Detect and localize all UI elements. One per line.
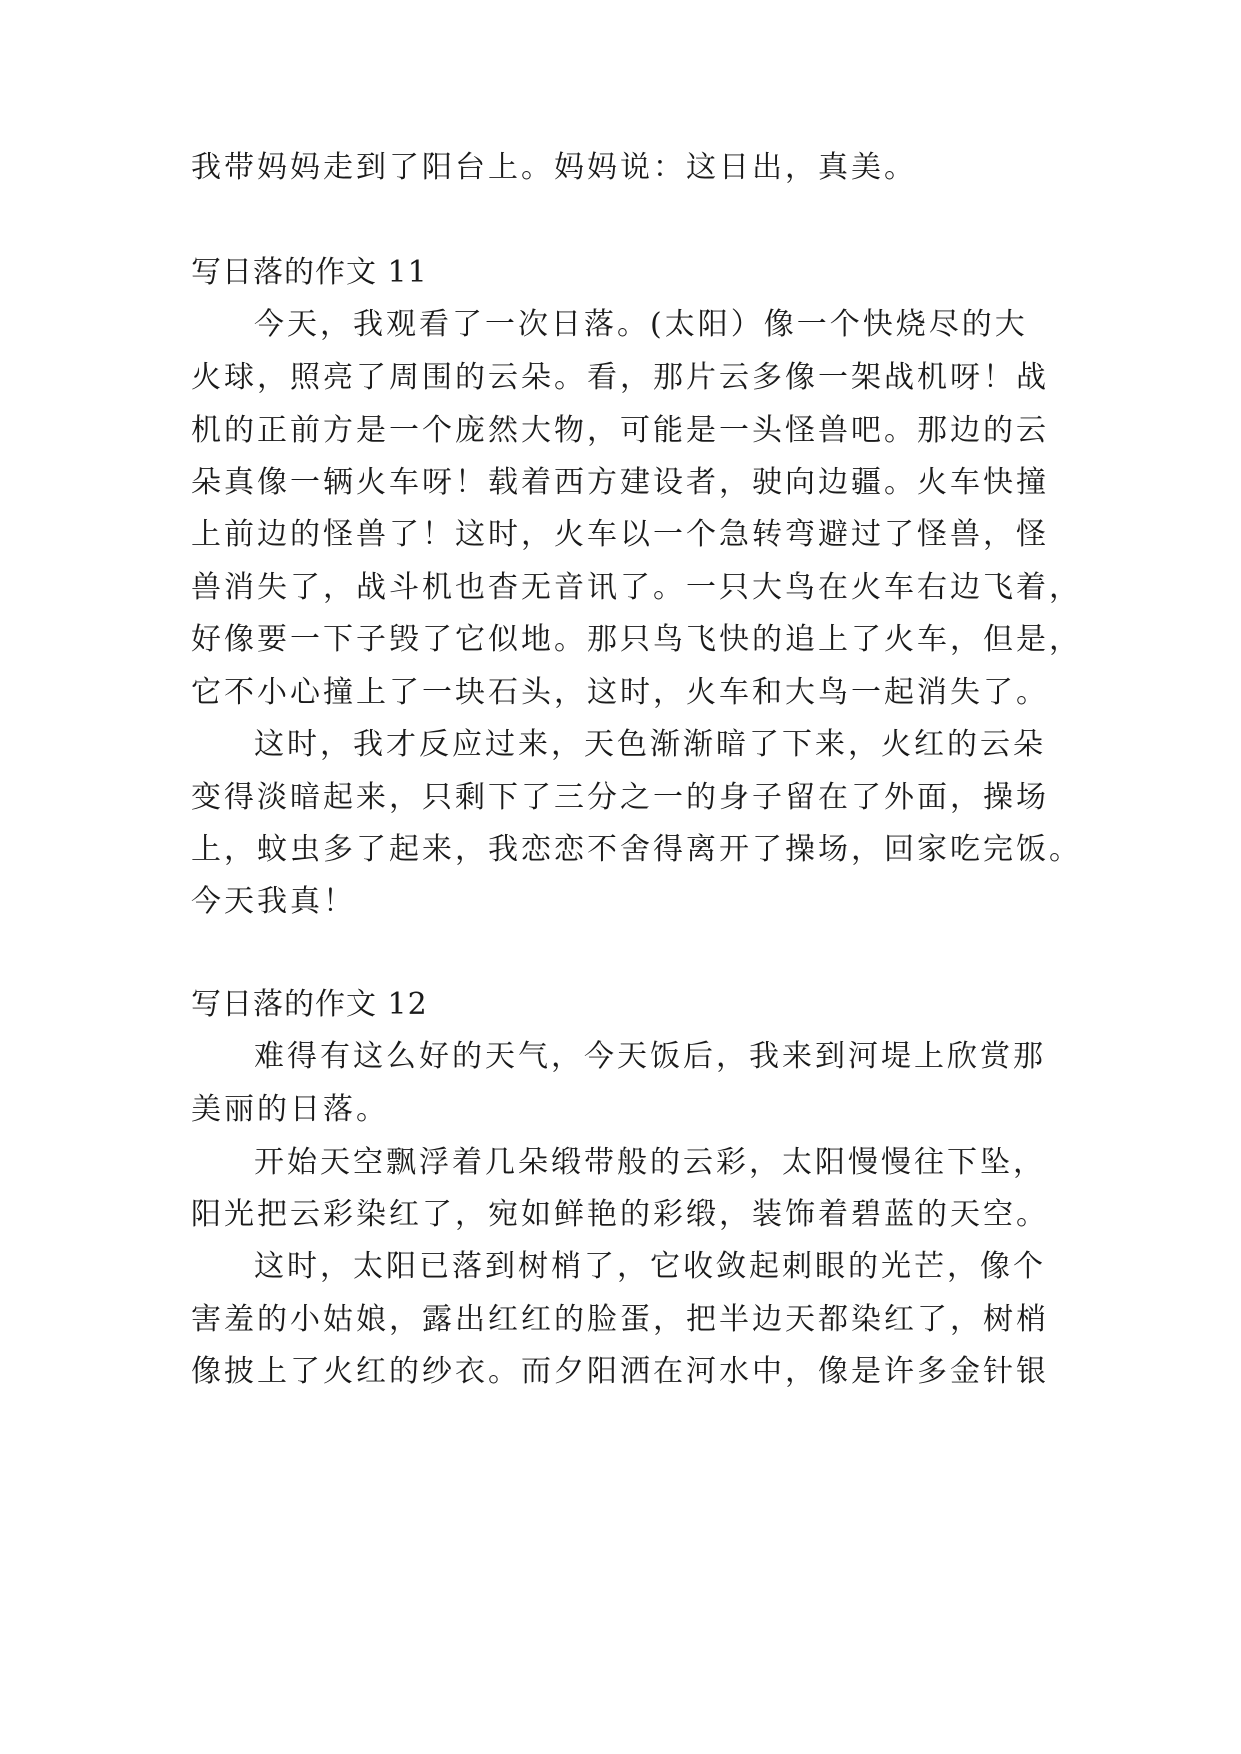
- text-line: 害羞的小姑娘，露出红红的脸蛋，把半边天都染红了，树梢: [191, 1302, 1049, 1337]
- text-line: 兽消失了，战斗机也杳无音讯了。一只大鸟在火车右边飞着，: [191, 570, 1082, 605]
- text-line: 上，蚊虫多了起来，我恋恋不舍得离开了操场，回家吃完饭。: [191, 832, 1082, 867]
- text-line: 我带妈妈走到了阳台上。妈妈说：这日出，真美。: [191, 150, 917, 185]
- text-line: 今天，我观看了一次日落。(太阳）像一个快烧尽的大: [254, 307, 1028, 342]
- text-line: 这时，太阳已落到树梢了，它收敛起刺眼的光芒，像个: [254, 1249, 1046, 1284]
- text-line: 火球，照亮了周围的云朵。看，那片云多像一架战机呀！战: [191, 360, 1049, 395]
- text-line: 好像要一下子毁了它似地。那只鸟飞快的追上了火车，但是，: [191, 622, 1082, 657]
- text-line: 阳光把云彩染红了，宛如鲜艳的彩缎，装饰着碧蓝的天空。: [191, 1197, 1049, 1232]
- text-line: 机的正前方是一个庞然大物，可能是一头怪兽吧。那边的云: [191, 413, 1049, 448]
- text-line: 上前边的怪兽了！这时，火车以一个急转弯避过了怪兽，怪: [191, 517, 1049, 552]
- text-line: 这时，我才反应过来，天色渐渐暗了下来，火红的云朵: [254, 727, 1046, 762]
- section-title: 写日落的作文 11: [191, 255, 428, 290]
- text-line: 今天我真！: [191, 884, 356, 919]
- text-line: 变得淡暗起来，只剩下了三分之一的身子留在了外面，操场: [191, 780, 1049, 815]
- section-title: 写日落的作文 12: [191, 987, 428, 1022]
- text-line: 美丽的日落。: [191, 1092, 389, 1127]
- text-line: 难得有这么好的天气，今天饭后，我来到河堤上欣赏那: [254, 1039, 1046, 1074]
- text-line: 它不小心撞上了一块石头，这时，火车和大鸟一起消失了。: [191, 675, 1049, 710]
- text-line: 朵真像一辆火车呀！载着西方建设者，驶向边疆。火车快撞: [191, 465, 1049, 500]
- text-line: 像披上了火红的纱衣。而夕阳洒在河水中，像是许多金针银: [191, 1354, 1049, 1389]
- text-line: 开始天空飘浮着几朵缎带般的云彩，太阳慢慢往下坠，: [254, 1145, 1046, 1180]
